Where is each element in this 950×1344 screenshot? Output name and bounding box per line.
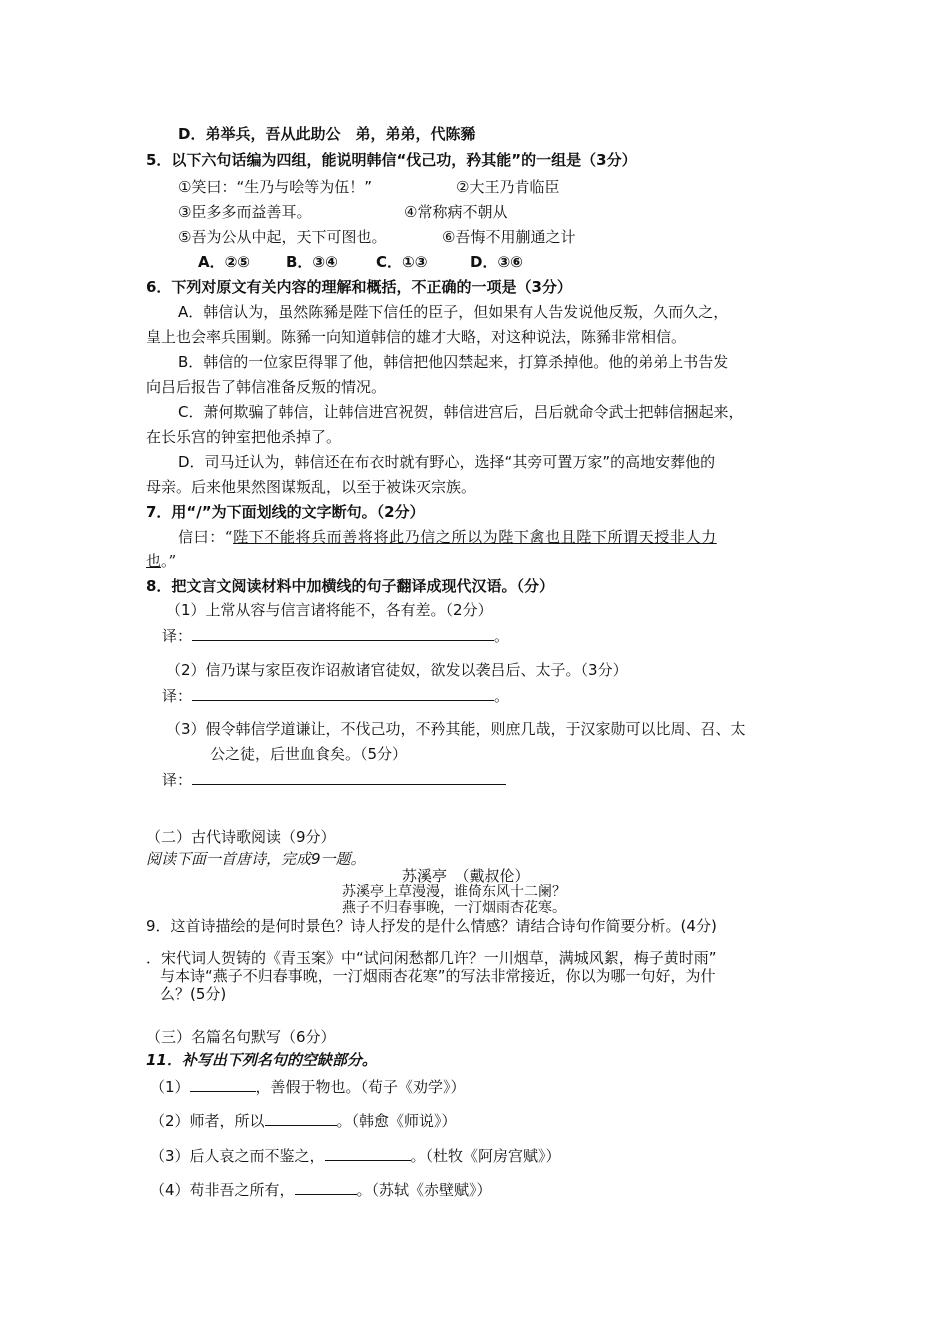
- q5-item-2: ②大王乃肯临臣: [456, 178, 560, 196]
- answer-blank-3[interactable]: [192, 770, 506, 785]
- q11-blank-1[interactable]: [190, 1077, 256, 1092]
- q6-a-line2: 皇上也会率兵围剿。陈豨一向知道韩信的雄才大略，对这种说法，陈豨非常相信。: [146, 328, 687, 346]
- q11-item-4: [150, 1180, 492, 1200]
- q7-underlined-passage: 陛下不能将兵而善将将此乃信之所以为陛下禽也且陛下所谓天授非人力: [233, 528, 717, 546]
- q6-d-line1: D．司马迁认为，韩信还在布衣时就有野心，选择“其旁可置万家”的高地安葬他的: [178, 453, 716, 471]
- q7-passage-line1: [178, 527, 717, 547]
- q11-blank-2[interactable]: [265, 1111, 337, 1126]
- q11-item-1-suffix: ，善假于物也。（荀子《劝学》）: [255, 1078, 466, 1096]
- answer-end: 。: [494, 627, 510, 645]
- poem-line-2: 燕子不归春事晚，一汀烟雨杏花寒。: [342, 900, 566, 916]
- q8-stem: 8．把文言文阅读材料中加横线的句子翻译成现代汉语。（分）: [146, 577, 554, 595]
- q5-option-a: A．②⑤: [198, 253, 251, 271]
- q6-c-line2: 在长乐宫的钟室把他杀掉了。: [146, 428, 342, 446]
- q11-item-3: [150, 1146, 561, 1166]
- q7-suffix: 。”: [161, 552, 177, 570]
- q7-passage-line2: [146, 551, 176, 571]
- answer-blank-1[interactable]: [192, 626, 494, 641]
- q7-underlined-passage-end: 也: [146, 552, 162, 570]
- q11-item-4-suffix: 。（苏轼《赤壁赋》）: [356, 1181, 492, 1199]
- section2-title: （二）古代诗歌阅读（9分）: [146, 828, 336, 846]
- q5-item-3: ③臣多多而益善耳。: [178, 203, 312, 221]
- q11-item-3-prefix: （3）后人哀之而不鉴之，: [150, 1147, 325, 1165]
- q5-option-d: D．③⑥: [470, 253, 523, 271]
- q5-item-4: ④常称病不朝从: [404, 203, 508, 221]
- q7-prefix: 信曰：“: [178, 528, 234, 546]
- q11-item-3-suffix: 。（杜牧《阿房宫赋》）: [410, 1147, 561, 1165]
- q6-stem: 6．下列对原文有关内容的理解和概括，不正确的一项是（3分）: [146, 278, 572, 296]
- q8-sentence-1: （1）上常从容与信言诸将能不，各有差。（2分）: [166, 601, 493, 619]
- q7-stem: 7．用“/”为下面划线的文字断句。（2分）: [146, 503, 425, 521]
- answer-end: 。: [494, 687, 510, 705]
- q8-sentence-3-line2: 公之徒，后世血食矣。（5分）: [210, 745, 408, 763]
- q5-stem: 5．以下六句话编为四组，能说明韩信“伐己功，矜其能”的一组是（3分）: [146, 151, 637, 169]
- q6-b-line2: 向吕后报告了韩信准备反叛的情况。: [146, 378, 387, 396]
- q6-a-line1: A．韩信认为，虽然陈豨是陛下信任的臣子，但如果有人告发说他反叛，久而久之，: [178, 303, 729, 321]
- answer-blank-2[interactable]: [192, 686, 494, 701]
- q6-d-line2: 母亲。后来他果然图谋叛乱，以至于被诛灭宗族。: [146, 478, 477, 496]
- answer-label: 译：: [162, 627, 193, 645]
- q11-item-1-prefix: （1）: [150, 1078, 190, 1096]
- q5-item-1: ①笑曰：“生乃与哙等为伍！”: [178, 178, 372, 196]
- q10-line1: ．宋代词人贺铸的《青玉案》中“试问闲愁都几许？一川烟草，满城风絮，梅子黄时雨”: [146, 949, 717, 967]
- q8-answer-line-2: [162, 686, 509, 706]
- q8-answer-line-1: [162, 626, 509, 646]
- section2-instruction: 阅读下面一首唐诗，完成9一题。: [146, 850, 366, 868]
- poem-title: 苏溪亭 （戴叔伦）: [402, 867, 530, 885]
- q5-item-6: ⑥吾悔不用蒯通之计: [442, 228, 576, 246]
- q10-line3: 么？(5分): [160, 985, 227, 1003]
- q8-sentence-2: （2）信乃谋与家臣夜诈诏赦诸官徒奴，欲发以袭吕后、太子。（3分）: [166, 661, 628, 679]
- q4-option-d: D．弟举兵，吾从此助公 弟，弟弟，代陈豨: [178, 125, 476, 143]
- q11-item-2-suffix: 。（韩愈《师说》）: [336, 1112, 457, 1130]
- section3-instruction: 11．补写出下列名句的空缺部分。: [146, 1051, 377, 1069]
- q11-item-2: [150, 1111, 457, 1131]
- q11-item-2-prefix: （2）师者，所以: [150, 1112, 265, 1130]
- q11-blank-3[interactable]: [325, 1146, 411, 1161]
- q11-item-1: [150, 1077, 466, 1097]
- q6-c-line1: C．萧何欺骗了韩信，让韩信进宫祝贺，韩信进宫后，吕后就命令武士把韩信捆起来，: [178, 403, 744, 421]
- q6-b-line1: B．韩信的一位家臣得罪了他，韩信把他囚禁起来，打算杀掉他。他的弟弟上书告发: [178, 353, 729, 371]
- q11-blank-4[interactable]: [295, 1180, 357, 1195]
- answer-label: 译：: [162, 687, 193, 705]
- q11-item-4-prefix: （4）苟非吾之所有，: [150, 1181, 295, 1199]
- q5-option-c: C．①③: [376, 253, 428, 271]
- section3-title: （三）名篇名句默写（6分）: [146, 1028, 336, 1046]
- q9-stem: 9．这首诗描绘的是何时景色？诗人抒发的是什么情感？请结合诗句作简要分析。(4分): [146, 917, 717, 935]
- q10-line2: 与本诗“燕子不归春事晚，一汀烟雨杏花寒”的写法非常接近，你以为哪一句好，为什: [160, 967, 716, 985]
- poem-line-1: 苏溪亭上草漫漫，谁倚东风十二阑？: [342, 884, 566, 900]
- q8-answer-line-3: [162, 770, 506, 790]
- q5-option-b: B．③④: [286, 253, 338, 271]
- answer-label: 译：: [162, 771, 193, 789]
- q5-item-5: ⑤吾为公从中起，天下可图也。: [178, 228, 387, 246]
- q8-sentence-3-line1: （3）假令韩信学道谦让，不伐己功，不矜其能，则庶几哉，于汉家勋可以比周、召、太: [166, 720, 746, 738]
